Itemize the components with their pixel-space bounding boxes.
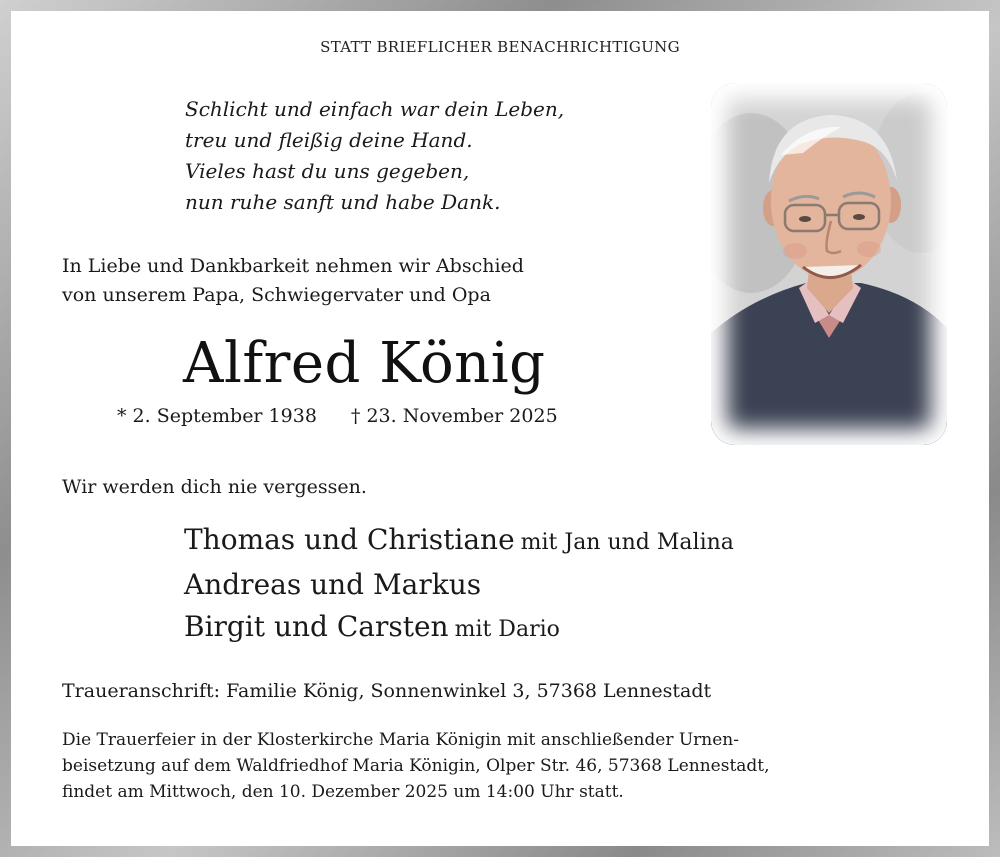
mourning-address: Traueranschrift: Familie König, Sonnenwinkel 3, 57368 Lennestadt	[62, 680, 712, 702]
mourner-row	[184, 519, 734, 564]
mourners-list	[184, 519, 734, 651]
poem-line: treu und fleißig deine Hand.	[185, 128, 473, 152]
life-dates	[117, 403, 558, 429]
intro-line: von unserem Papa, Schwiegervater und Opa	[62, 284, 491, 306]
poem	[185, 94, 564, 218]
service-line: Die Trauerfeier in der Klosterkirche Maria Königin mit anschließender Urnen-	[62, 730, 740, 750]
header-notice: STATT BRIEFLICHER BENACHRICHTIGUNG	[320, 38, 680, 56]
remembrance-line: Wir werden dich nie vergessen.	[62, 476, 367, 498]
mourner-with: mit Jan und Malina	[520, 530, 734, 555]
poem-line: Schlicht und einfach war dein Leben,	[185, 97, 565, 121]
death-date: † 23. November 2025	[350, 405, 558, 427]
mourner-names: Thomas und Christiane	[184, 523, 515, 556]
mourner-with: mit Dario	[454, 617, 560, 642]
intro-line: In Liebe und Dankbarkeit nehmen wir Abschied	[62, 255, 524, 277]
portrait-photo	[711, 83, 947, 445]
service-details	[62, 727, 770, 805]
photo-vignette	[711, 83, 947, 445]
intro-text	[62, 252, 524, 310]
poem-line: Vieles hast du uns gegeben,	[185, 159, 470, 183]
mourner-row	[184, 564, 734, 606]
mourner-names: Andreas und Markus	[184, 568, 482, 601]
poem-line: nun ruhe sanft und habe Dank.	[185, 190, 501, 214]
birth-date: * 2. September 1938	[117, 405, 317, 427]
service-line: beisetzung auf dem Waldfriedhof Maria Königin, Olper Str. 46, 57368 Lennestadt,	[62, 756, 770, 776]
deceased-name: Alfred König	[183, 331, 546, 396]
obituary-card	[11, 11, 989, 846]
service-line: findet am Mittwoch, den 10. Dezember 2025 um 14:00 Uhr statt.	[62, 782, 624, 802]
mourner-row	[184, 606, 734, 651]
mourner-names: Birgit und Carsten	[184, 610, 449, 643]
